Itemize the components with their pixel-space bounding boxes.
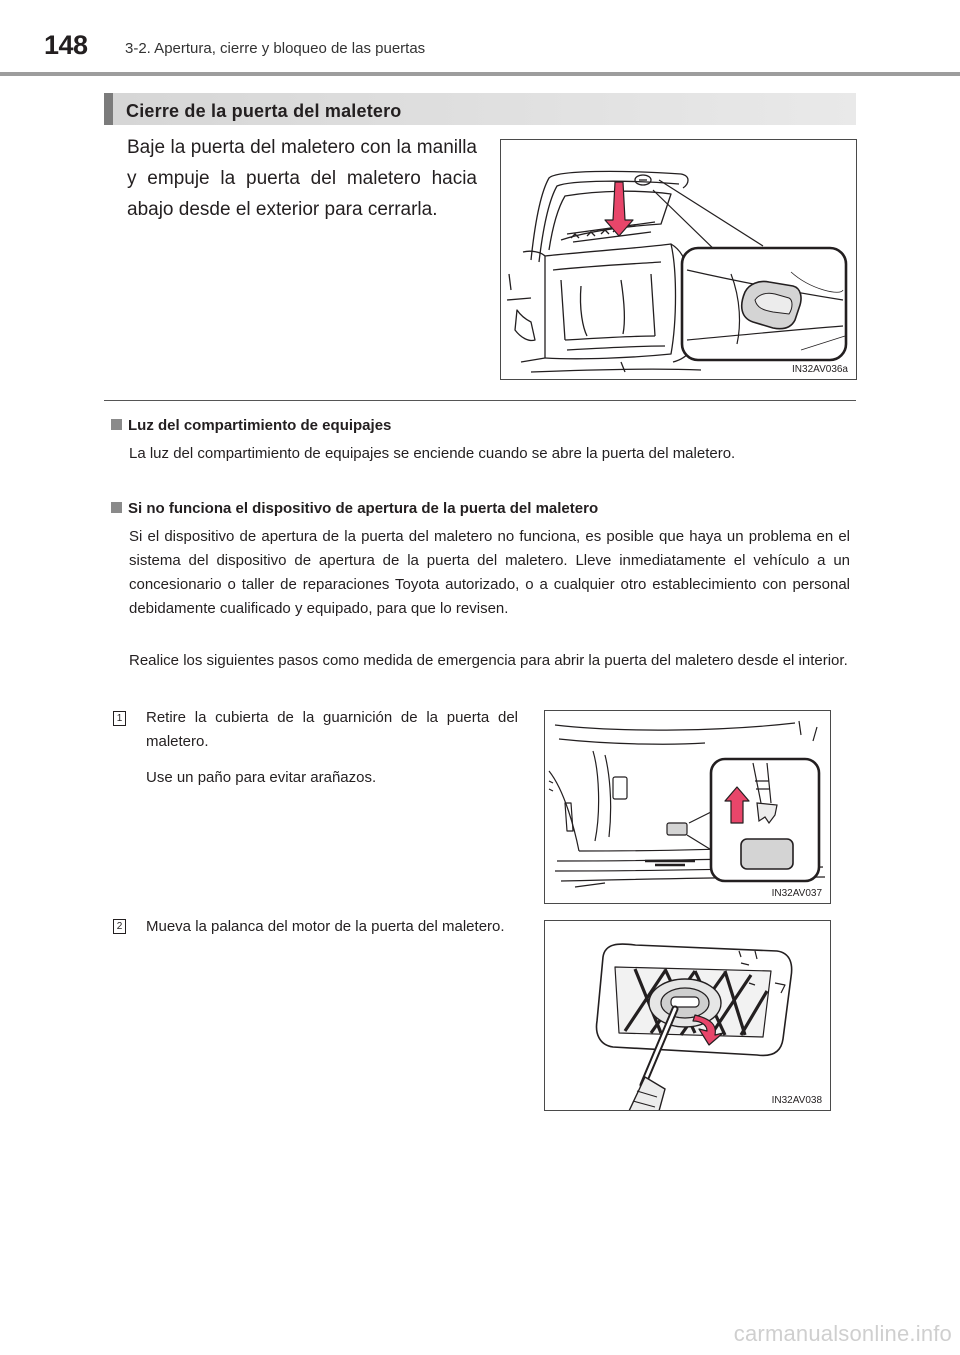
watermark: carmanualsonline.info	[733, 1321, 952, 1346]
note-heading-opener-failure	[111, 500, 598, 517]
step-instruction: Mueva la palanca del motor de la puerta del maletero.	[146, 918, 505, 935]
trim-cover-icon	[741, 839, 793, 869]
step-instruction: Retire la cubierta de la guarnición de la puerta del maletero.	[146, 709, 518, 750]
note-heading-text: Si no funciona el dispositivo de apertura de la puerta del maletero	[128, 500, 599, 517]
figure-code: IN32AV038	[771, 1095, 822, 1106]
intro-paragraph: Baje la puerta del maletero con la manilla y empuje la puerta del maletero hacia abajo desde el exterior para cerrarla.	[127, 137, 477, 220]
step-number: 2	[113, 919, 126, 934]
note-heading-text: Luz del compartimiento de equipajes	[128, 417, 392, 434]
header-rule	[0, 72, 960, 76]
page-number: 148	[44, 30, 88, 60]
note-body: Realice los siguientes pasos como medida de emergencia para abrir la puerta del maletero desde el interior.	[129, 652, 848, 669]
step-number: 1	[113, 711, 126, 726]
step-tip: Use un paño para evitar arañazos.	[146, 769, 377, 786]
figure-trim-cover	[544, 710, 831, 904]
figure-motor-lever	[544, 920, 831, 1111]
figure-code: IN32AV036a	[792, 364, 848, 375]
motor-lever-illustration	[545, 921, 830, 1110]
tailgate-illustration	[501, 140, 856, 379]
note-heading-luggage-light	[111, 417, 391, 434]
section-divider	[104, 400, 856, 401]
trim-cover-illustration	[545, 711, 830, 903]
section-title: Cierre de la puerta del maletero	[126, 101, 402, 121]
tailgate-handle-icon	[742, 281, 801, 328]
figure-tailgate-close	[500, 139, 857, 380]
note-body: Si el dispositivo de apertura de la puerta del maletero no funciona, es posible que haya un problema en el sistema del dispositivo de apertura de la puerta del maletero. Lleve inmediatamente el vehículo a un concesionario o taller de reparaciones Toyota autorizado, o a cualquier otro establecimiento con personal debidamente cualificado y equipado, para que lo revisen.	[129, 528, 850, 617]
note-body: La luz del compartimiento de equipajes se enciende cuando se abre la puerta del maletero.	[129, 445, 736, 462]
bullet-square-icon	[111, 419, 122, 430]
bullet-square-icon	[111, 502, 122, 513]
figure-code: IN32AV037	[771, 888, 822, 899]
chapter-title: 3-2. Apertura, cierre y bloqueo de las puertas	[125, 40, 426, 57]
